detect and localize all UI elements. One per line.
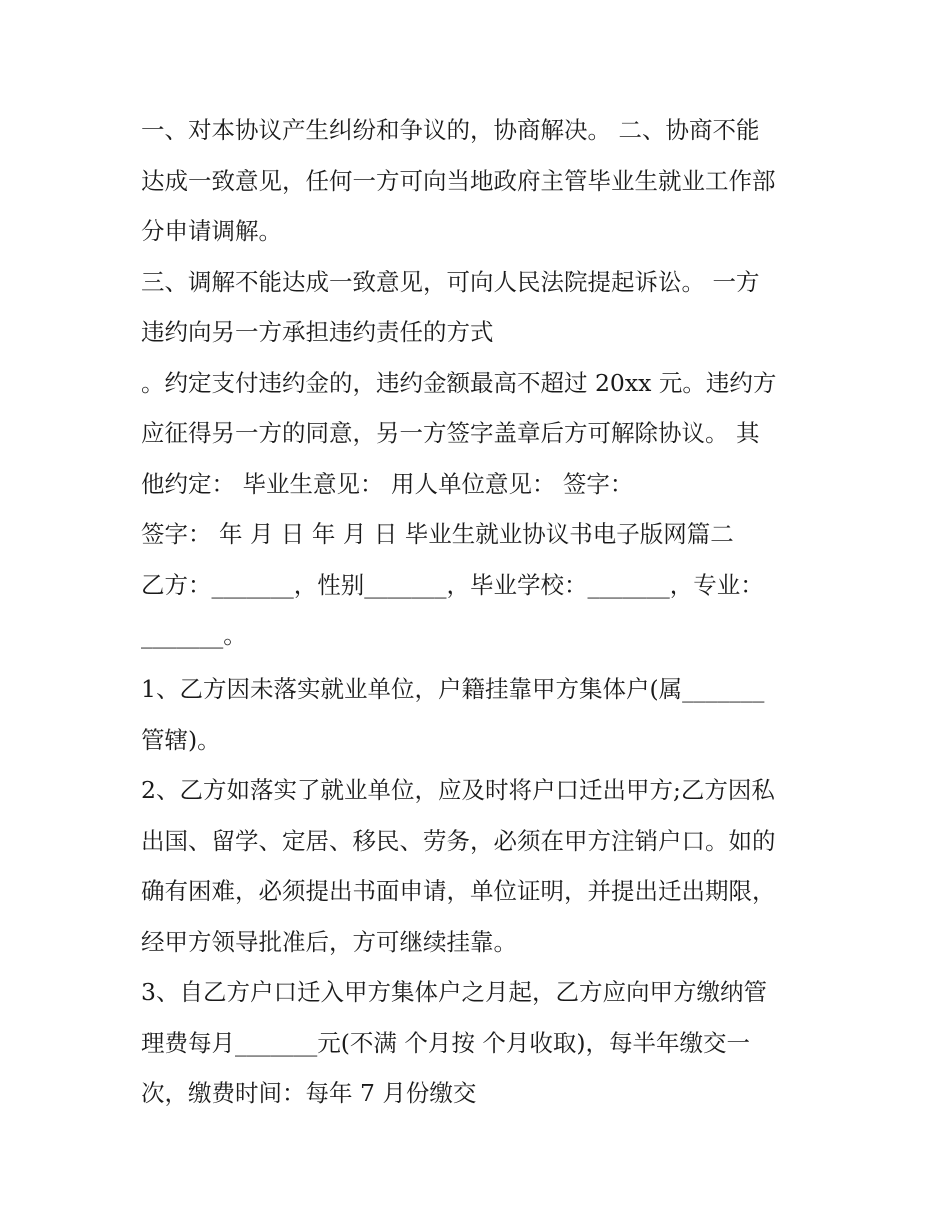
text-line: 乙方：_______，性别_______，毕业学校：_______，专业： <box>141 571 764 599</box>
text-line: 达成一致意见，任何一方可向当地政府主管毕业生就业工作部 <box>141 167 776 195</box>
text-line: 管辖)。 <box>141 726 221 754</box>
text-line: 他约定： 毕业生意见： 用人单位意见： 签字： <box>141 470 634 498</box>
text-line: 分申请调解。 <box>141 217 282 245</box>
text-line: 应征得另一方的同意，另一方签字盖章后方可解除协议。 其 <box>141 419 760 447</box>
text-line: _______。 <box>141 621 247 649</box>
text-line: 次，缴费时间：每年 7 月份缴交 <box>141 1079 477 1107</box>
text-line: 理费每月_______元(不满 个月按 个月收取)，每半年缴交一 <box>141 1029 751 1057</box>
text-line: 一、对本协议产生纠纷和争议的，协商解决。 二、协商不能 <box>141 116 760 144</box>
text-line: 违约向另一方承担违约责任的方式 <box>141 318 494 346</box>
text-line: 确有困难，必须提出书面申请，单位证明，并提出迁出期限， <box>141 877 776 905</box>
text-line: 签字： 年 月 日 年 月 日 毕业生就业协议书电子版网篇二 <box>141 520 734 548</box>
text-line: 。约定支付违约金的，违约金额最高不超过 20xx 元。违约方 <box>141 369 777 397</box>
text-line: 2、乙方如落实了就业单位，应及时将户口迁出甲方;乙方因私 <box>141 776 775 804</box>
text-line: 三、调解不能达成一致意见，可向人民法院提起诉讼。 一方 <box>141 268 760 296</box>
text-line: 出国、留学、定居、移民、劳务，必须在甲方注销户口。如的 <box>141 827 776 855</box>
text-line: 1、乙方因未落实就业单位，户籍挂靠甲方集体户(属_______ <box>141 675 765 703</box>
text-line: 3、自乙方户口迁入甲方集体户之月起，乙方应向甲方缴纳管 <box>141 978 767 1006</box>
text-line: 经甲方领导批准后，方可继续挂靠。 <box>141 928 517 956</box>
